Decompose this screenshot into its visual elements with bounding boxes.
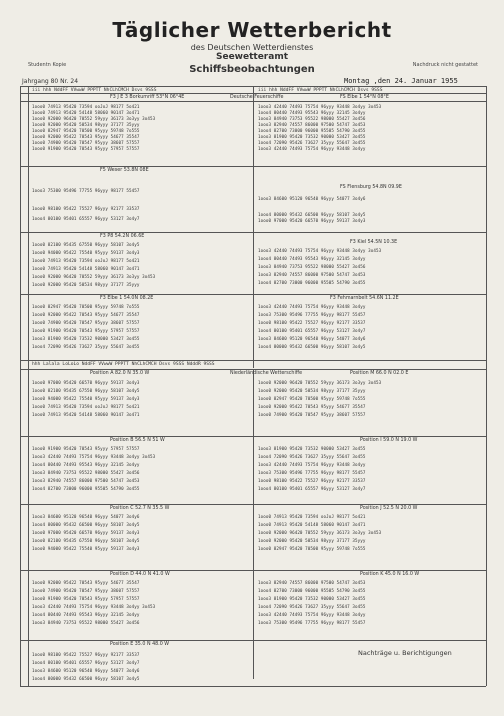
table-row: 1ooo0 92000 96420 70552 59yyy 36173 3o3yy 3o453 — [32, 116, 156, 121]
student-copy-note: Studentn Kopie — [28, 62, 67, 68]
table-row: 1ooo4 80000 95432 66500 96yyy 58107 3o4y5 — [258, 344, 366, 349]
section-rule — [20, 570, 486, 571]
table-row: 1ooo3 42440 74493 75754 96yyy 93448 3o4yy — [258, 612, 366, 617]
table-row: 1ooo3 84600 95120 96540 96yyy 54077 3o4y6 — [32, 514, 140, 519]
table-row: 1ooo4 80100 95401 65557 96yyy 53127 3o4y7 — [258, 486, 366, 491]
table-row: 1ooo0 91900 95420 70543 95yyy 57957 57557 — [32, 596, 140, 601]
table-row: 1ooo3 81900 95420 73532 90000 53427 3o455 — [258, 134, 366, 139]
table-row: 1ooo4 80440 74493 95543 96yyy 32145 3o4yy — [32, 462, 140, 467]
table-row: 1ooo4 82700 73000 96000 95505 54790 3o455 — [32, 486, 140, 491]
table-row: 1ooo4 82700 73000 96000 95505 54790 3o455 — [258, 588, 366, 593]
section-rule — [20, 294, 486, 295]
table-row: 1ooo0 82100 95435 67550 96yyy 58107 3o4y5 — [32, 388, 140, 393]
hour-column-divider — [28, 86, 29, 686]
left-border — [20, 86, 21, 686]
section-title: Schiffsbeobachtungen — [189, 64, 315, 75]
position-label: Position E 35.0 N 48.0 W — [110, 642, 170, 647]
table-row: 1ooo3 84940 73753 95522 98000 55427 3o456 — [258, 264, 366, 269]
table-row: 1ooo0 74913 95420 73594 ooJoJ 98177 5o421 — [258, 514, 366, 519]
center-divider — [253, 86, 254, 368]
table-row: 1ooo0 74913 95420 54148 58060 90147 3o471 — [258, 522, 366, 527]
column-header-right: iii hhh NddFF VVwwW PPPTT NhCLhCMCH Dsvs 9SSS — [258, 88, 383, 93]
page-subtitle: des Deutschen Wetterdienstes — [190, 43, 314, 52]
section-rule — [20, 640, 486, 641]
table-row: 1ooo3 75300 95496 77755 96yyy 98177 55457 — [258, 470, 366, 475]
table-bottom-rule — [20, 686, 486, 687]
table-row: 1ooo0 97000 95420 66570 96yyy 59137 3o4y3 — [32, 380, 140, 385]
table-row: 1ooo0 91900 95420 70543 95yyy 57957 57557 — [32, 446, 140, 451]
table-row: 1ooo3 75300 95496 77755 96yyy 98177 55457 — [258, 312, 366, 317]
office-name: Seewetteramt — [215, 52, 288, 62]
table-row: 1ooo3 82940 74557 86000 97500 54747 3o453 — [32, 478, 140, 483]
section-rule — [20, 232, 486, 233]
station-label: F3 Fehmarnbelt 54.6N 11.2E — [330, 296, 399, 301]
table-row: 1ooo3 42440 74493 75754 96yyy 93448 3o4yy — [258, 304, 366, 309]
table-row: 1ooo4 80440 74493 95543 96yyy 32145 3o4yy — [32, 612, 140, 617]
table-row: 1ooo0 97000 95420 66570 96yyy 59137 3o4y3 — [258, 218, 366, 223]
section-rule — [20, 504, 486, 505]
table-row: 1ooo3 75300 95496 77755 96yyy 98177 55457 — [258, 620, 366, 625]
table-row: 1ooo3 42440 74493 75754 96yyy 93448 3o4yy — [258, 146, 366, 151]
table-row: 1ooo4 80100 95401 65557 96yyy 53127 3o4y7 — [32, 660, 140, 665]
right-border — [486, 86, 487, 686]
table-row: 1ooo0 92000 95420 50534 98yyy 37177 35yyy — [258, 538, 366, 543]
table-row: 1ooo3 84600 95120 96540 96yyy 54077 3o4y6 — [258, 196, 366, 201]
table-row: 1ooo3 84600 95120 96540 96yyy 54077 3o4y6 — [32, 668, 140, 673]
table-row: 1ooo3 84600 95120 96540 96yyy 54077 3o4y6 — [258, 336, 366, 341]
column-header-left: iii hhh NddFF VVwwW PPPTT NhCLhCMCH Dsvs 9SSS — [32, 88, 157, 93]
station-label: Deutsche Feuerschiffe — [230, 95, 284, 100]
report-date: Montag ,den 24. Januar 1955 — [344, 77, 458, 85]
table-row: 1ooo3 42440 74493 75754 96yyy 93448 3o4yy 3o453 — [258, 248, 382, 253]
table-row: 1ooo0 92000 95422 70543 95yyy 54677 35547 — [32, 580, 140, 585]
table-row: 1ooo3 42440 74493 75754 96yyy 93448 3o4yy — [258, 462, 366, 467]
page-title: Täglicher Wetterbericht — [112, 18, 392, 42]
position-label: Position J 52.5 N 20.0 W — [360, 506, 418, 511]
table-row: 1ooo0 94000 95422 75540 95yyy 59137 3o4y3 — [32, 546, 140, 551]
table-row: 1ooo4 80000 95432 66500 96yyy 58107 3o4y5 — [258, 212, 366, 217]
table-row: 1ooo0 92000 95420 50534 98yyy 37177 35yyy — [258, 388, 366, 393]
table-row: 1ooo0 92000 96420 70552 59yyy 36173 3o3yy 3o453 — [32, 274, 156, 279]
table-row: 1ooo0 92000 95422 70543 95yyy 54677 35547 — [32, 134, 140, 139]
table-row: 1ooo4 80000 95432 66500 96yyy 58107 3o4y5 — [32, 676, 140, 681]
table-row: 1ooo3 82940 74557 86000 97500 54747 3o453 — [258, 272, 366, 277]
section-rule — [20, 436, 486, 437]
section-rule — [20, 101, 486, 102]
station-label: F5 Weser 53.8N 08E — [100, 168, 149, 173]
table-row: 1ooo0 92000 95422 70543 95yyy 54677 35547 — [32, 312, 140, 317]
table-row: 1ooo3 84940 73753 95522 98000 55427 3o456 — [32, 620, 140, 625]
station-label: F3 Kiel 54.5N 10.3E — [350, 240, 398, 245]
table-row: 1ooo0 82947 95420 70500 95yyy 59748 7o555 — [32, 304, 140, 309]
year-number: Jahrgang 80 Nr. 24 — [22, 78, 79, 85]
table-row: 1ooo0 98100 95422 75527 96yyy 92177 33537 — [258, 320, 366, 325]
table-row: 1ooo0 74913 95420 73594 ooJoJ 98177 5o421 — [32, 404, 140, 409]
reprint-note: Nachdruck nicht gestattet — [412, 62, 478, 68]
table-row: 1ooo0 74913 95420 73594 ooJoJ 98177 5o421 — [32, 258, 140, 263]
table-row: 1ooo3 82940 74557 86000 97500 54747 3o453 — [258, 580, 366, 585]
table-row: 1ooo4 72090 95426 73627 35yyy 55647 3o455 — [258, 454, 366, 459]
table-row: 1ooo3 84940 73753 95522 98000 55427 3o456 — [32, 470, 140, 475]
table-row: 1ooo3 42440 74493 75754 96yyy 93448 3o4yy 3o453 — [32, 454, 156, 459]
table-row: 1ooo0 91900 95420 70543 95yyy 57957 57557 — [32, 146, 140, 151]
position-label: Position K 45.0 N 16.0 W — [360, 572, 420, 577]
table-row: 1ooo0 92000 96420 70552 59yyy 36173 3o3yy 3o453 — [258, 380, 382, 385]
table-row: 1ooo0 74900 95420 70547 95yyy 38607 57557 — [32, 140, 140, 145]
table-row: 1ooo4 72090 95426 73627 35yyy 55647 3o455 — [258, 140, 366, 145]
table-row: 1ooo4 80440 74493 95543 96yyy 32145 3o4yy — [258, 110, 366, 115]
table-row: 1ooo0 92000 96420 70552 59yyy 36173 3o3yy 3o453 — [258, 530, 382, 535]
table-row: 1ooo4 80100 95401 65557 96yyy 53127 3o4y7 — [32, 216, 140, 221]
table-row: 1ooo3 81900 95420 73532 90000 53427 3o455 — [258, 446, 366, 451]
table-row: 1ooo0 97000 95420 66570 96yyy 59137 3o4y3 — [32, 530, 140, 535]
table-row: 1ooo0 98100 95422 75527 96yyy 92177 33537 — [32, 206, 140, 211]
table-row: 1ooo0 74900 95420 70547 95yyy 38607 57557 — [32, 588, 140, 593]
table-row: 1ooo0 74900 95420 70547 95yyy 38607 57557 — [32, 320, 140, 325]
table-row: 1ooo4 72090 95426 73627 35yyy 55647 3o455 — [32, 344, 140, 349]
table-row: 1ooo0 82100 95435 67550 96yyy 58107 3o4y5 — [32, 538, 140, 543]
station-label: F3 Elbe 1 54.0N 08.2E — [100, 296, 154, 301]
section-rule — [20, 166, 486, 167]
position-label: Position C 52.7 N 35.5 W — [110, 506, 170, 511]
table-row: 1ooo0 74913 95420 73594 ooJoJ 98177 5o421 — [32, 104, 140, 109]
station-label: F3 P8 54.2N 06.6E — [100, 234, 145, 239]
table-row: 1ooo0 74913 95420 54148 58060 90147 3o471 — [32, 266, 140, 271]
table-row: 1ooo4 80000 95432 66500 96yyy 58107 3o4y5 — [32, 522, 140, 527]
table-row: 1ooo0 94000 95422 75540 95yyy 59137 3o4y3 — [32, 396, 140, 401]
table-row: 1ooo0 82947 95420 70500 95yyy 59748 7o555 — [258, 396, 366, 401]
table-row: 1ooo0 82947 95420 70500 95yyy 59748 7o555 — [258, 546, 366, 551]
table-row: 1ooo3 82940 74557 86000 97500 54747 3o453 — [258, 122, 366, 127]
table-row: 1ooo0 92000 95420 50534 98yyy 37177 35yyy — [32, 282, 140, 287]
table-row: 1ooo0 98100 95422 75527 96yyy 92177 33537 — [32, 652, 140, 657]
table-row: 1ooo3 81900 95420 73532 90000 53427 3o455 — [32, 336, 140, 341]
station-label: F3 J E 3 Borkumriff 53°N 06°4E — [110, 95, 185, 100]
table-row: 1ooo0 82947 95420 70500 95yyy 59748 7o555 — [32, 128, 140, 133]
table-row: 1ooo0 94000 95422 75540 95yyy 59137 3o4y3 — [32, 250, 140, 255]
position-label: Position M 66.0 N 02.0 E — [350, 371, 409, 376]
table-row: 1ooo0 74913 95420 54148 58060 90147 3o471 — [32, 412, 140, 417]
table-row: 1ooo4 72090 95426 73627 35yyy 55647 3o455 — [258, 604, 366, 609]
station-label: FS Elbe 1 54°N 08°E — [340, 95, 389, 100]
table-row: 1ooo3 81900 95420 73532 90000 53427 3o455 — [258, 596, 366, 601]
position-label: Position B 56.5 N 51 W — [110, 438, 165, 443]
table-row: 1ooo0 82100 95435 67550 96yyy 58107 3o4y5 — [32, 242, 140, 247]
table-row: 1ooo0 92000 95422 70543 95yyy 54677 35547 — [258, 404, 366, 409]
table-row: 1ooo0 92000 95420 50534 98yyy 37177 35yyy — [32, 122, 140, 127]
table-row: 1ooo3 42440 74493 75754 96yyy 93448 3o4yy 3o453 — [32, 604, 156, 609]
column-header-wide: hhh Lalala LoLoLo NddFF VVwwW PPPTT NhCLhCMCH Dsvs 9SSS NdddR 9SSS — [32, 362, 215, 367]
center-divider-lower — [253, 369, 254, 679]
position-label: Niederländische Wetterschiffe — [230, 371, 303, 376]
position-label: Position I 59.0 N 19.0 W — [360, 438, 418, 443]
position-label: Position A 82.0 N 35.0 W — [90, 371, 150, 376]
table-row: 1ooo4 82700 73000 96000 95505 54790 3o455 — [258, 128, 366, 133]
table-row: 1ooo4 82700 73000 96000 95505 54790 3o455 — [258, 280, 366, 285]
table-row: 1ooo0 74900 95420 70547 95yyy 38607 57557 — [258, 412, 366, 417]
table-row: 1ooo4 80440 74493 95543 96yyy 32145 3o4yy — [258, 256, 366, 261]
station-label: FS Flensburg 54.8N 09.9E — [340, 185, 402, 190]
table-row: 1ooo0 91900 95420 70543 95yyy 57957 57557 — [32, 328, 140, 333]
table-row: 1ooo3 42440 74493 75754 96yyy 93448 3o4yy 3o453 — [258, 104, 382, 109]
table-row: 1ooo3 75300 95496 77755 96yyy 98177 55457 — [32, 188, 140, 193]
addenda-heading: Nachträge u. Berichtigungen — [358, 649, 452, 657]
table-row: 1ooo0 74913 95420 54148 58060 90147 3o471 — [32, 110, 140, 115]
position-label: Position D 44.0 N 41.0 W — [110, 572, 170, 577]
table-row: 1ooo0 98100 95422 75527 96yyy 92177 33537 — [258, 478, 366, 483]
table-row: 1ooo3 84940 73753 95522 98000 55427 3o456 — [258, 116, 366, 121]
section-rule — [20, 360, 486, 361]
table-row: 1ooo4 80100 95401 65557 96yyy 53127 3o4y7 — [258, 328, 366, 333]
